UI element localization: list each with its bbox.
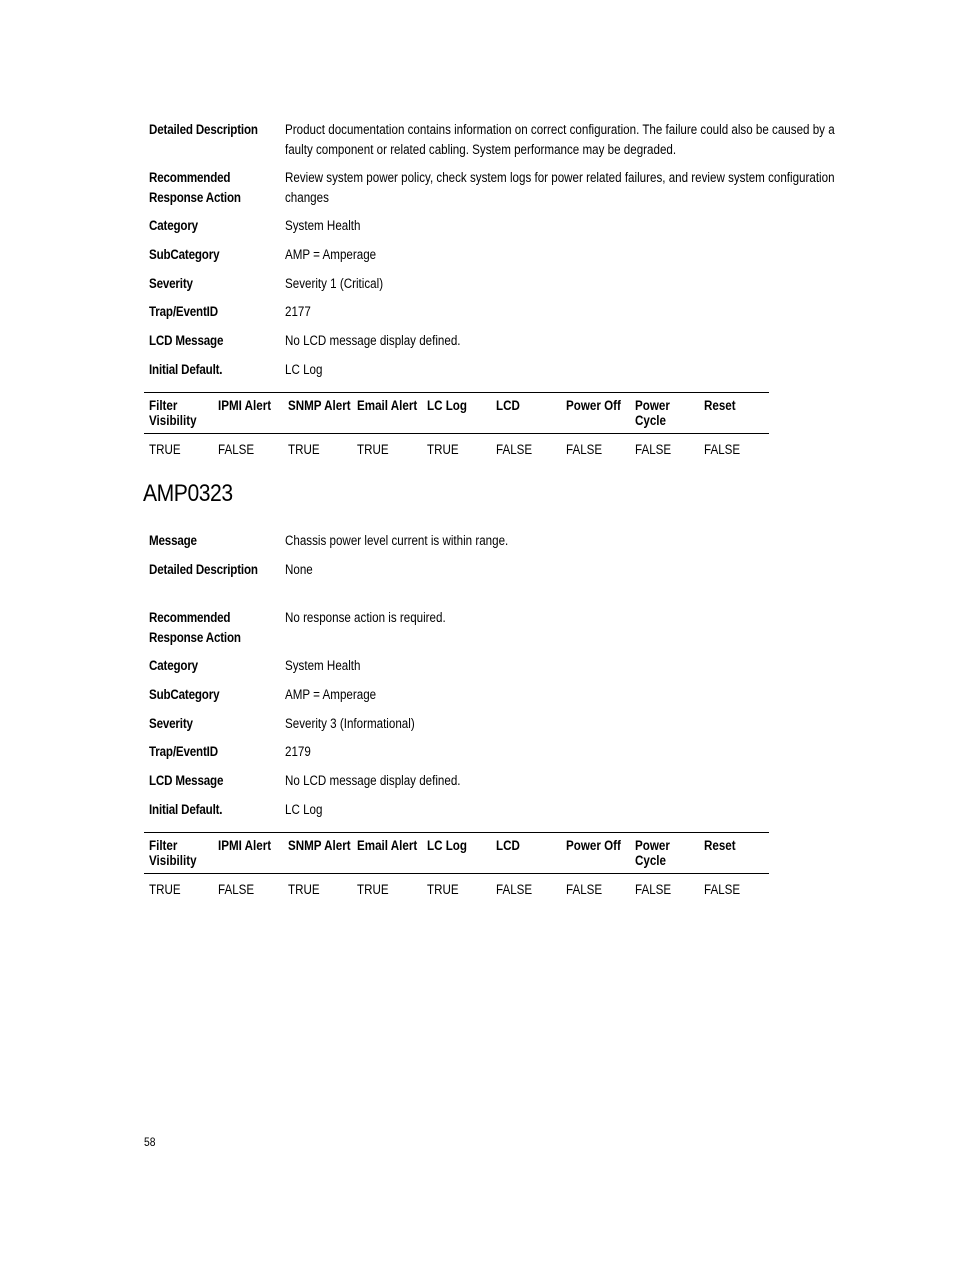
table-cell: TRUE [149,442,181,457]
field-label: Category [149,658,198,673]
field-label: SubCategory [149,687,220,702]
header-filter-visibility: Filter Visibility [149,398,197,428]
table-cell: FALSE [704,882,741,897]
field-value: System Health [285,658,361,673]
field-value: Chassis power level current is within range. [285,533,509,548]
table-cell: TRUE [288,882,320,897]
table-cell: TRUE [288,442,320,457]
field-value: LC Log [285,802,323,817]
header-power-cycle: Power Cycle [635,838,670,868]
header-snmp-alert: SNMP Alert [288,398,351,413]
field-label: Initial Default. [149,362,223,377]
header-snmp-alert: SNMP Alert [288,838,351,853]
field-label: Trap/EventID [149,744,218,759]
header-ipmi-alert: IPMI Alert [218,838,272,853]
table-cell: FALSE [704,442,741,457]
field-label: Recommended Response Action [149,610,241,645]
field-value: No LCD message display defined. [285,773,461,788]
header-power-off: Power Off [566,398,621,413]
field-label: SubCategory [149,247,220,262]
field-label: Message [149,533,197,548]
table-cell: TRUE [357,442,389,457]
field-value: No response action is required. [285,610,446,625]
table-cell: TRUE [427,882,459,897]
field-label: Detailed Description [149,122,258,137]
field-label: Detailed Description [149,562,258,577]
header-lcd: LCD [496,838,520,853]
table-cell: TRUE [149,882,181,897]
table-cell: FALSE [635,882,672,897]
header-lc-log: LC Log [427,398,467,413]
table-cell: TRUE [357,882,389,897]
header-ipmi-alert: IPMI Alert [218,398,272,413]
field-label: LCD Message [149,333,224,348]
field-value: Product documentation contains information on correct configuration. The failure could also be caused by a faulty component or related cabling. System performance may be degraded. [285,122,835,157]
header-lcd: LCD [496,398,520,413]
field-value: No LCD message display defined. [285,333,461,348]
header-reset: Reset [704,398,736,413]
table-cell: FALSE [218,442,255,457]
table-header [144,392,769,434]
header-filter-visibility: Filter Visibility [149,838,197,868]
field-value: AMP = Amperage [285,247,377,262]
field-value: Severity 1 (Critical) [285,276,384,291]
table-cell: FALSE [218,882,255,897]
field-label: Initial Default. [149,802,223,817]
header-reset: Reset [704,838,736,853]
table-cell: FALSE [496,442,533,457]
table-cell: FALSE [566,442,603,457]
table-cell: TRUE [427,442,459,457]
header-email-alert: Email Alert [357,398,418,413]
field-label: Category [149,218,198,233]
field-value: System Health [285,218,361,233]
field-label: LCD Message [149,773,224,788]
table-cell: FALSE [566,882,603,897]
field-value: None [285,562,313,577]
field-label: Severity [149,716,193,731]
event-heading: AMP0323 [143,480,233,507]
field-label: Recommended Response Action [149,170,241,205]
field-value: Review system power policy, check system logs for power related failures, and review system configuration changes [285,170,835,205]
header-power-off: Power Off [566,838,621,853]
header-email-alert: Email Alert [357,838,418,853]
header-power-cycle: Power Cycle [635,398,670,428]
field-value: 2179 [285,744,311,759]
field-value: Severity 3 (Informational) [285,716,415,731]
header-lc-log: LC Log [427,838,467,853]
field-label: Severity [149,276,193,291]
field-label: Trap/EventID [149,304,218,319]
field-value: 2177 [285,304,311,319]
page-number: 58 [144,1135,156,1149]
table-cell: FALSE [635,442,672,457]
field-value: LC Log [285,362,323,377]
field-value: AMP = Amperage [285,687,377,702]
table-header [144,832,769,874]
table-cell: FALSE [496,882,533,897]
